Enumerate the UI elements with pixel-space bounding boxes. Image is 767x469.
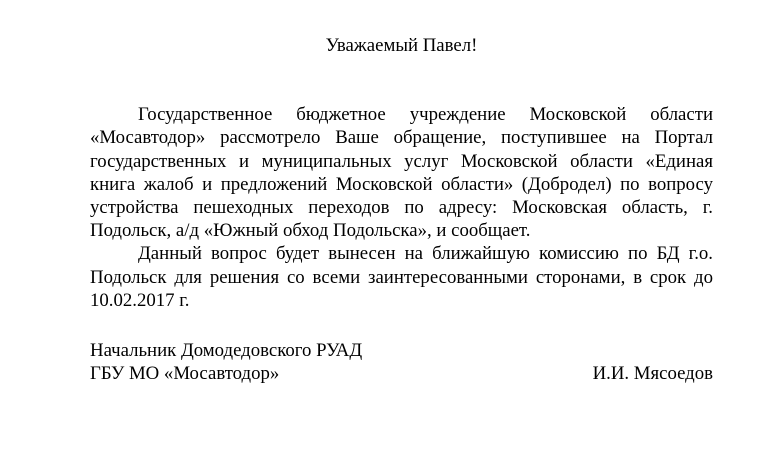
paragraph-line: устройства пешеходных переходов по адресу: Московская область, г.	[90, 197, 713, 219]
signature-position-line2: ГБУ МО «Мосавтодор»	[90, 363, 280, 385]
signature-position-line1: Начальник Домодедовского РУАД	[90, 340, 363, 362]
signature-row	[90, 362, 713, 385]
paragraph-line: Подольск для решения со всеми заинтересованными сторонами, в срок до	[90, 266, 713, 288]
letter-body	[90, 103, 713, 312]
paragraph-line: Государственное бюджетное учреждение Московской области	[138, 104, 713, 126]
paragraph-1	[90, 103, 713, 242]
letter-content	[90, 0, 713, 385]
paragraph-line: 10.02.2017 г.	[90, 289, 190, 311]
paragraph-2	[90, 242, 713, 312]
signature-block	[90, 339, 713, 385]
paragraph-line: Данный вопрос будет вынесен на ближайшую комиссию по БД г.о.	[138, 243, 713, 265]
salutation: Уважаемый Павел!	[325, 35, 478, 56]
paragraph-line: государственных и муниципальных услуг Московской области «Единая	[90, 150, 713, 172]
signature-name: И.И. Мясоедов	[592, 363, 713, 385]
paragraph-line: «Мосавтодор» рассмотрело Ваше обращение, поступившее на Портал	[90, 127, 713, 149]
paragraph-line: книга жалоб и предложений Московской области» (Добродел) по вопросу	[90, 173, 713, 195]
paragraph-line: Подольск, а/д «Южный обход Подольска», и сообщает.	[90, 220, 531, 242]
